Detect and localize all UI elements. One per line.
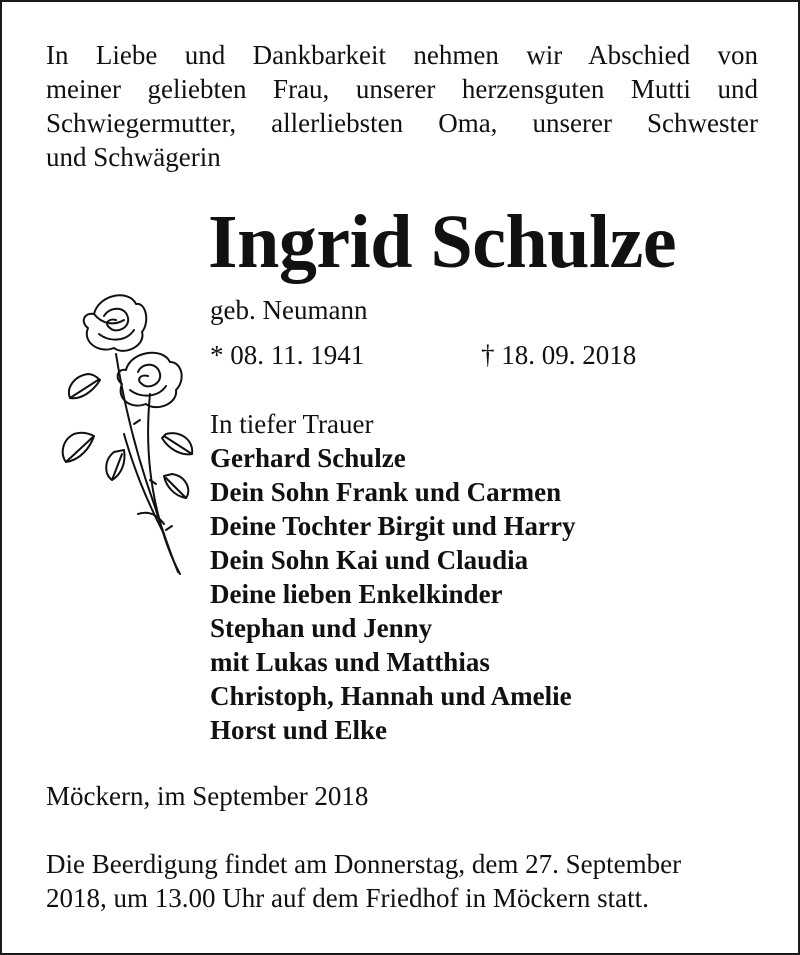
mourner-name: Deine lieben Enkelkinder — [210, 579, 503, 609]
mourner-name: Christoph, Hannah und Amelie — [210, 681, 572, 711]
funeral-info — [46, 847, 758, 915]
mourners-list — [210, 407, 576, 747]
mourner-name: Stephan und Jenny — [210, 613, 433, 643]
birth-date: * 08. 11. 1941 — [210, 340, 365, 370]
mourner-name: Deine Tochter Birgit und Harry — [210, 511, 576, 541]
deceased-name: Ingrid Schulze — [208, 200, 677, 284]
intro-line: Schwiegermutter, allerliebsten Oma, unserer Schwester — [46, 108, 758, 138]
intro-line: meiner geliebten Frau, unserer herzensguten Mutti und — [46, 74, 758, 104]
mourner-name: Gerhard Schulze — [210, 443, 406, 473]
death-date: † 18. 09. 2018 — [481, 340, 637, 370]
intro-line: und Schwägerin — [46, 142, 221, 172]
mourning-lead: In tiefer Trauer — [210, 409, 374, 439]
roses-illustration — [54, 284, 204, 579]
intro-line: In Liebe und Dankbarkeit nehmen wir Abschied von — [46, 40, 758, 70]
mourner-name: Dein Sohn Kai und Claudia — [210, 545, 529, 575]
mourner-name: mit Lukas und Matthias — [210, 647, 490, 677]
mourner-name: Horst und Elke — [210, 715, 388, 745]
mourner-name: Dein Sohn Frank und Carmen — [210, 477, 562, 507]
birth-name: geb. Neumann — [210, 295, 368, 325]
intro-text — [46, 38, 758, 174]
funeral-line: Die Beerdigung findet am Donnerstag, dem 27. September — [46, 849, 682, 879]
funeral-line: 2018, um 13.00 Uhr auf dem Friedhof in Möckern statt. — [46, 883, 649, 913]
place-and-date: Möckern, im September 2018 — [46, 781, 369, 811]
